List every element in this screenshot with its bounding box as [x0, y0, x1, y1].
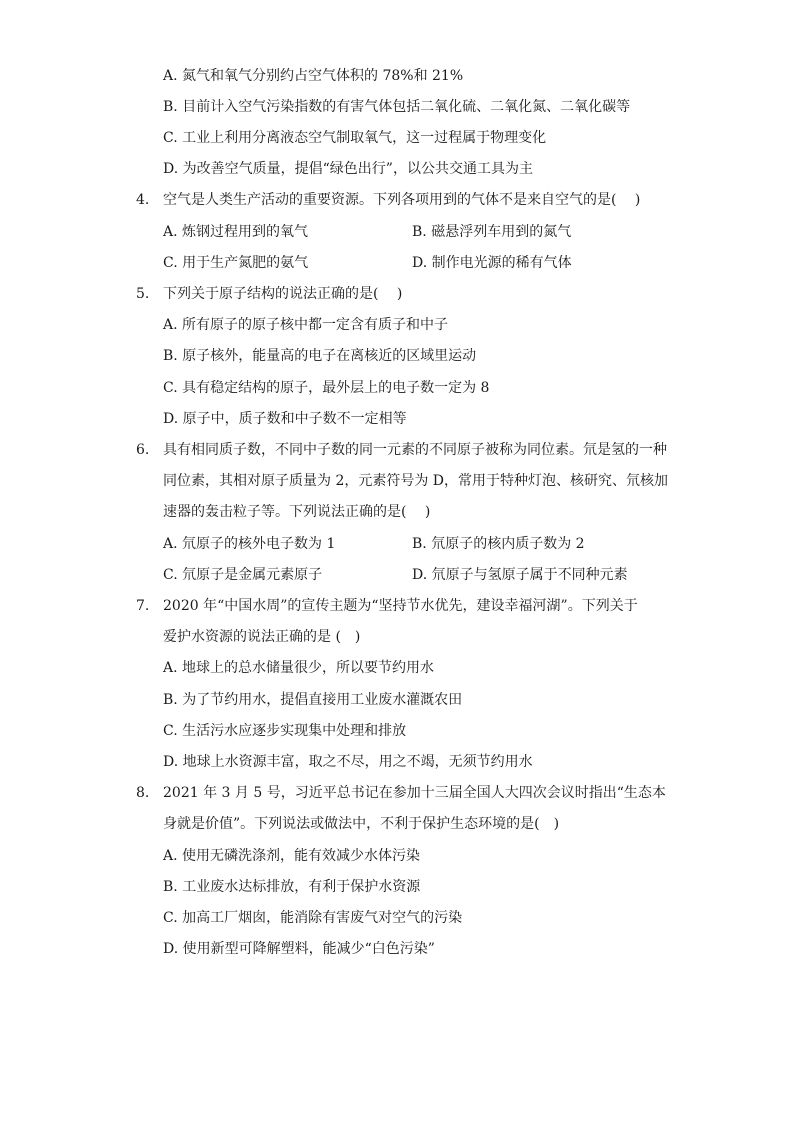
q8-option-d: D. 使用新型可降解塑料，能减少“白色污染” — [163, 941, 435, 957]
q7-option-b: B. 为了节约用水，提倡直接用工业废水灌溉农田 — [163, 692, 463, 708]
q6-option-d: D. 氘原子与氢原子属于不同种元素 — [412, 567, 628, 583]
q4-option-a: A. 炼钢过程用到的氧气 — [163, 224, 309, 240]
q8-option-c: C. 加高工厂烟囱，能消除有害废气对空气的污染 — [163, 910, 463, 926]
q6-stem-line-1: 具有相同质子数，不同中子数的同一元素的不同原子被称为同位素。氘是氢的一种 — [163, 442, 667, 458]
q7-option-d: D. 地球上水资源丰富，取之不尽，用之不竭，无须节约用水 — [163, 754, 533, 770]
q4-stem: 空气是人类生产活动的重要资源。下列各项用到的气体不是来自空气的是( ) — [163, 192, 641, 208]
q8-option-a: A. 使用无磷洗涤剂，能有效减少水体污染 — [163, 848, 421, 864]
q7-stem-line-2: 爱护水资源的说法正确的是 ( ) — [163, 629, 361, 645]
q4-number: 4. — [136, 192, 150, 208]
q4-option-c: C. 用于生产氮肥的氨气 — [163, 255, 309, 271]
q5-option-d: D. 原子中，质子数和中子数不一定相等 — [163, 411, 407, 427]
q7-option-a: A. 地球上的总水储量很少，所以要节约用水 — [163, 660, 435, 676]
q6-number: 6. — [136, 442, 150, 458]
q8-option-b: B. 工业废水达标排放，有利于保护水资源 — [163, 879, 421, 895]
q6-stem-line-3: 速器的轰击粒子等。下列说法正确的是( ) — [163, 504, 431, 520]
q4-option-b: B. 磁悬浮列车用到的氮气 — [412, 224, 572, 240]
q4-option-d: D. 制作电光源的稀有气体 — [412, 255, 572, 271]
q6-option-a: A. 氘原子的核外电子数为 1 — [163, 536, 336, 552]
q6-option-b: B. 氘原子的核内质子数为 2 — [412, 536, 585, 552]
q3-option-c: C. 工业上利用分离液态空气制取氧气，这一过程属于物理变化 — [163, 130, 547, 146]
q6-option-c: C. 氘原子是金属元素原子 — [163, 567, 323, 583]
q7-number: 7. — [136, 598, 150, 614]
q3-option-a: A. 氮气和氧气分别约占空气体积的 78%和 21% — [163, 68, 464, 84]
q7-stem-line-1: 2020 年“中国水周”的宣传主题为“坚持节水优先，建设幸福河湖”。下列关于 — [163, 598, 638, 614]
q5-option-a: A. 所有原子的原子核中都一定含有质子和中子 — [163, 317, 449, 333]
q5-option-b: B. 原子核外，能量高的电子在离核近的区域里运动 — [163, 348, 477, 364]
q5-option-c: C. 具有稳定结构的原子，最外层上的电子数一定为 8 — [163, 380, 490, 396]
q8-number: 8. — [136, 785, 150, 801]
q7-option-c: C. 生活污水应逐步实现集中处理和排放 — [163, 723, 407, 739]
q6-stem-line-2: 同位素，其相对原子质量为 2，元素符号为 D，常用于特种灯泡、核研究、氘核加 — [163, 473, 669, 489]
q8-stem-line-1: 2021 年 3 月 5 号，习近平总书记在参加十三届全国人大四次会议时指出“生态本 — [163, 785, 666, 801]
q3-option-d: D. 为改善空气质量，提倡“绿色出行”，以公共交通工具为主 — [163, 161, 533, 177]
q3-option-b: B. 目前计入空气污染指数的有害气体包括二氧化硫、二氧化氮、二氧化碳等 — [163, 99, 631, 115]
q5-number: 5. — [136, 286, 150, 302]
q8-stem-line-2: 身就是价值”。下列说法或做法中，不利于保护生态环境的是( ) — [163, 816, 560, 832]
q5-stem: 下列关于原子结构的说法正确的是( ) — [163, 286, 403, 302]
